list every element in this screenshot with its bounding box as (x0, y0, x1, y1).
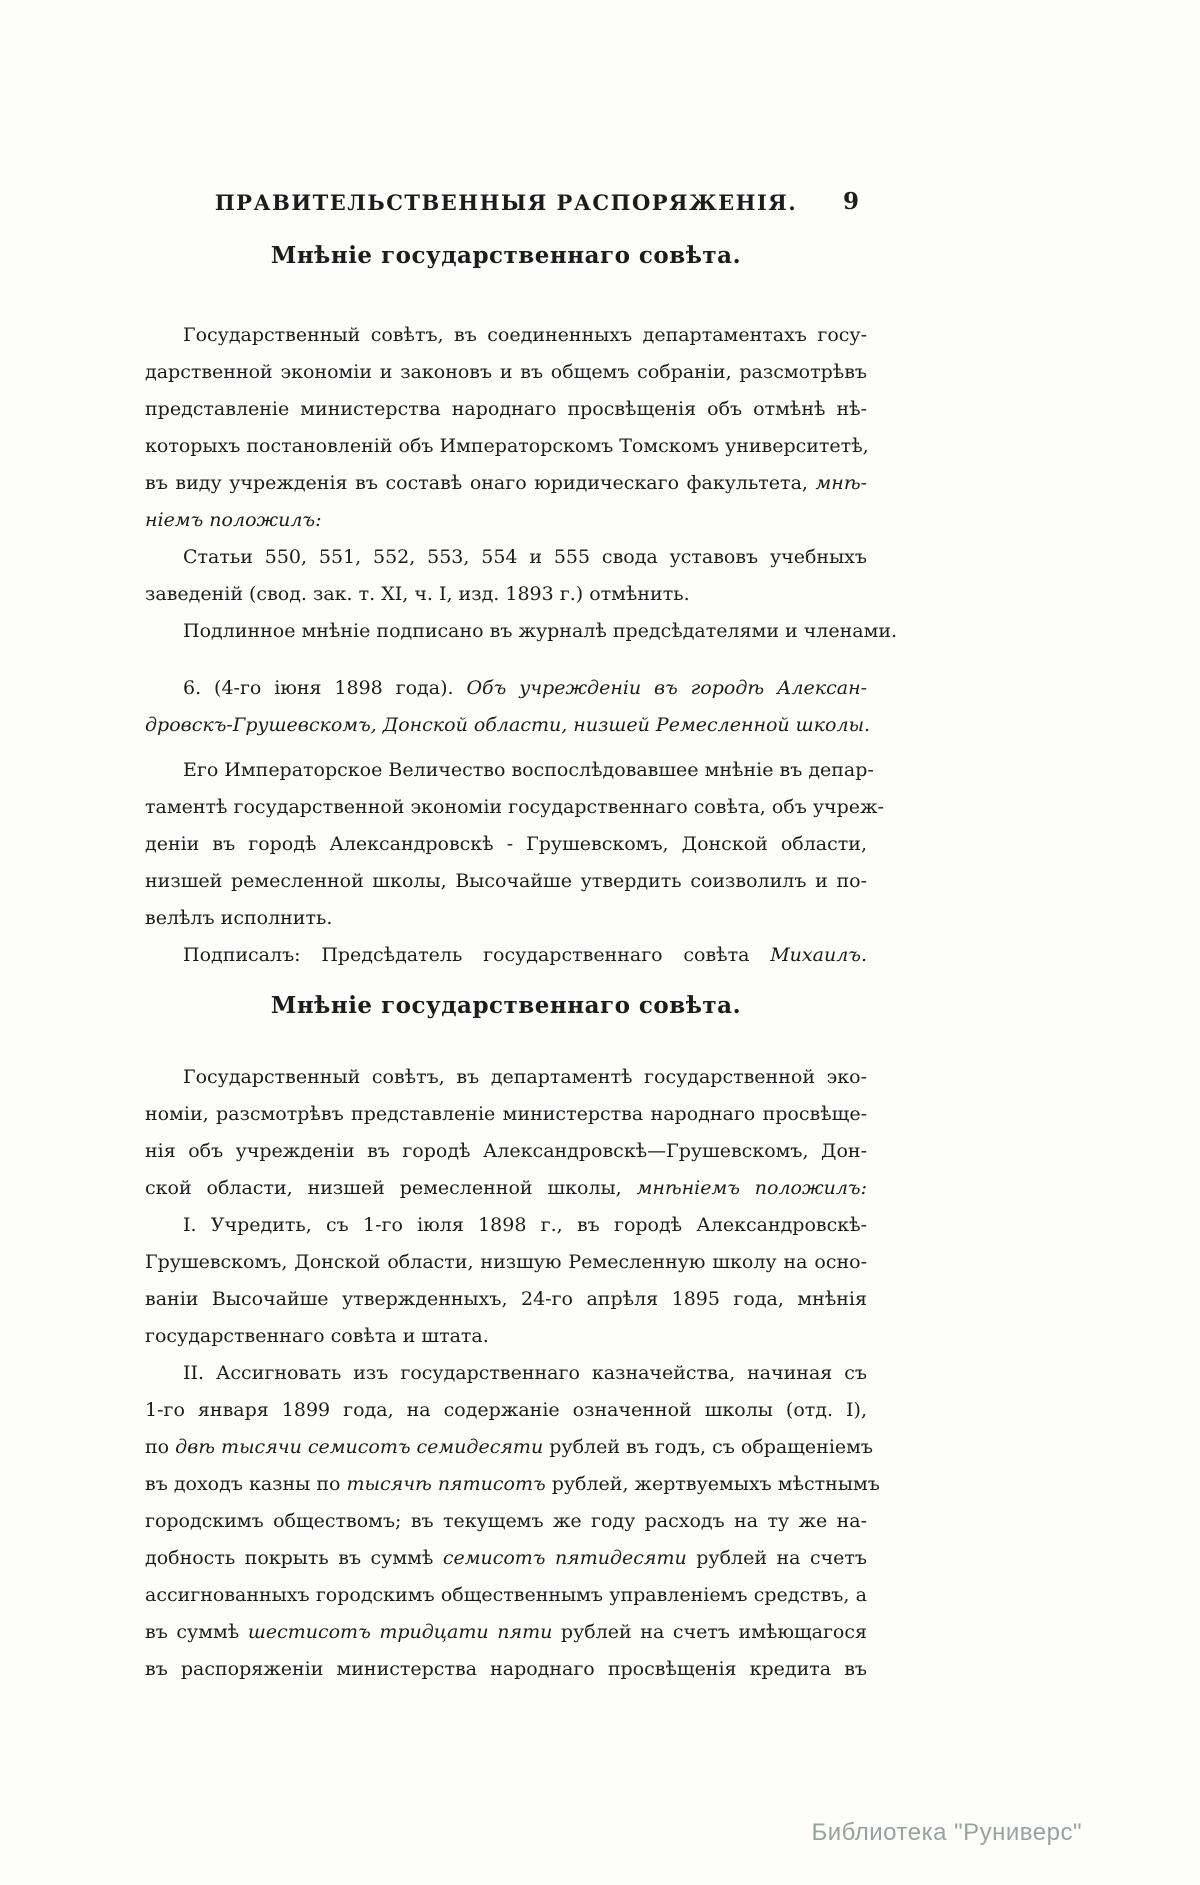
text-line: Подлинное мнѣніе подписано въ журналѣ предсѣдателями и членами. (183, 620, 898, 642)
text-line: добность покрыть въ суммѣ семисотъ пятидесяти рублей на счетъ (145, 1547, 868, 1569)
paragraph (145, 1355, 880, 1688)
text-line: таментѣ государственной экономіи государственнаго совѣта, объ учреж- (145, 796, 884, 818)
text-line: II. Ассигновать изъ государственнаго казначейства, начиная съ (183, 1362, 867, 1384)
running-header-title: ПРАВИТЕЛЬСТВЕННЫЯ РАСПОРЯЖЕНІЯ. (214, 190, 798, 215)
text-line: дарственной экономіи и законовъ и въ общемъ собраніи, разсмотрѣвъ (145, 361, 867, 383)
text-line: Государственный совѣтъ, въ соединенныхъ департаментахъ госу- (183, 324, 867, 346)
text-block (145, 188, 898, 1688)
text-line: въ доходъ казны по тысячѣ пятисотъ рублей, жертвуемыхъ мѣстнымъ (145, 1473, 880, 1495)
text-line: представленіе министерства народнаго просвѣщенія объ отмѣнѣ нѣ- (145, 398, 867, 420)
paragraph (145, 752, 884, 937)
paragraph (145, 317, 867, 539)
paragraph (145, 613, 898, 650)
paragraph (145, 670, 871, 744)
text-line: низшей ремесленной школы, Высочайше утвердить соизволилъ и по- (145, 870, 867, 892)
text-line: 6. (4-го іюня 1898 года). Объ учрежденіи въ городѣ Алексан- (183, 677, 868, 699)
text-line: государственнаго совѣта и штата. (145, 1325, 489, 1347)
text-line: ской области, низшей ремесленной школы, мнѣніемъ положилъ: (145, 1177, 867, 1199)
text-line: въ суммѣ шестисотъ тридцати пяти рублей на счетъ имѣющагося (145, 1621, 868, 1643)
text-line: въ виду учрежденія въ составѣ онаго юридическаго факультета, мнѣ- (145, 472, 867, 494)
text-line: нія объ учрежденіи въ городѣ Александровскѣ—Грушевскомъ, Дон- (145, 1140, 867, 1162)
text-line: дровскъ-Грушевскомъ, Донской области, низшей Ремесленной школы. (145, 714, 871, 736)
text-line: Его Императорское Величество воспослѣдовавшее мнѣніе въ депар- (183, 759, 874, 781)
text-line: ніемъ положилъ: (145, 509, 322, 531)
paragraph (145, 1207, 867, 1355)
text-line: номіи, разсмотрѣвъ представленіе министерства народнаго просвѣще- (145, 1103, 867, 1125)
text-line: Подписалъ: Предсѣдатель государственнаго совѣта Михаилъ. (183, 944, 867, 966)
library-watermark: Библиотека "Руниверс" (811, 1819, 1082, 1846)
text-line: 1-го января 1899 года, на содержаніе означенной школы (отд. I), (145, 1399, 867, 1421)
text-line: по двѣ тысячи семисотъ семидесяти рублей въ годъ, съ обращеніемъ (145, 1436, 874, 1458)
text-line: деніи въ городѣ Александровскѣ - Грушевскомъ, Донской области, (145, 833, 867, 855)
page-number: 9 (842, 188, 859, 215)
text-line: ваніи Высочайше утвержденныхъ, 24-го апрѣля 1895 года, мнѣнія (145, 1288, 867, 1310)
text-line: I. Учредить, съ 1-го іюля 1898 г., въ городѣ Александровскѣ- (183, 1214, 867, 1236)
running-header (145, 190, 867, 220)
paragraph (145, 1059, 867, 1207)
paragraph (145, 539, 867, 613)
section-heading: Мнѣніе государственнаго совѣта. (270, 992, 742, 1019)
section-heading: Мнѣніе государственнаго совѣта. (270, 242, 742, 269)
paragraph (145, 937, 867, 974)
text-line: Статьи 550, 551, 552, 553, 554 и 555 свода уставовъ учебныхъ (183, 546, 867, 568)
text-line: заведеній (свод. зак. т. XI, ч. I, изд. 1893 г.) отмѣнить. (145, 583, 690, 605)
text-line: велѣлъ исполнить. (145, 907, 333, 929)
text-line: Грушевскомъ, Донской области, низшую Ремесленную школу на осно- (145, 1251, 867, 1273)
text-line: Государственный совѣтъ, въ департаментѣ государственной эко- (183, 1066, 867, 1088)
text-line: которыхъ постановленій объ Императорскомъ Томскомъ университетѣ, (145, 435, 869, 457)
text-line: въ распоряженіи министерства народнаго просвѣщенія кредита въ (145, 1658, 867, 1680)
text-block-content (145, 242, 898, 1688)
text-line: ассигнованныхъ городскимъ общественнымъ управленіемъ средствъ, а (145, 1584, 867, 1606)
text-line: городскимъ обществомъ; въ текущемъ же году расходъ на ту же на- (145, 1510, 867, 1532)
